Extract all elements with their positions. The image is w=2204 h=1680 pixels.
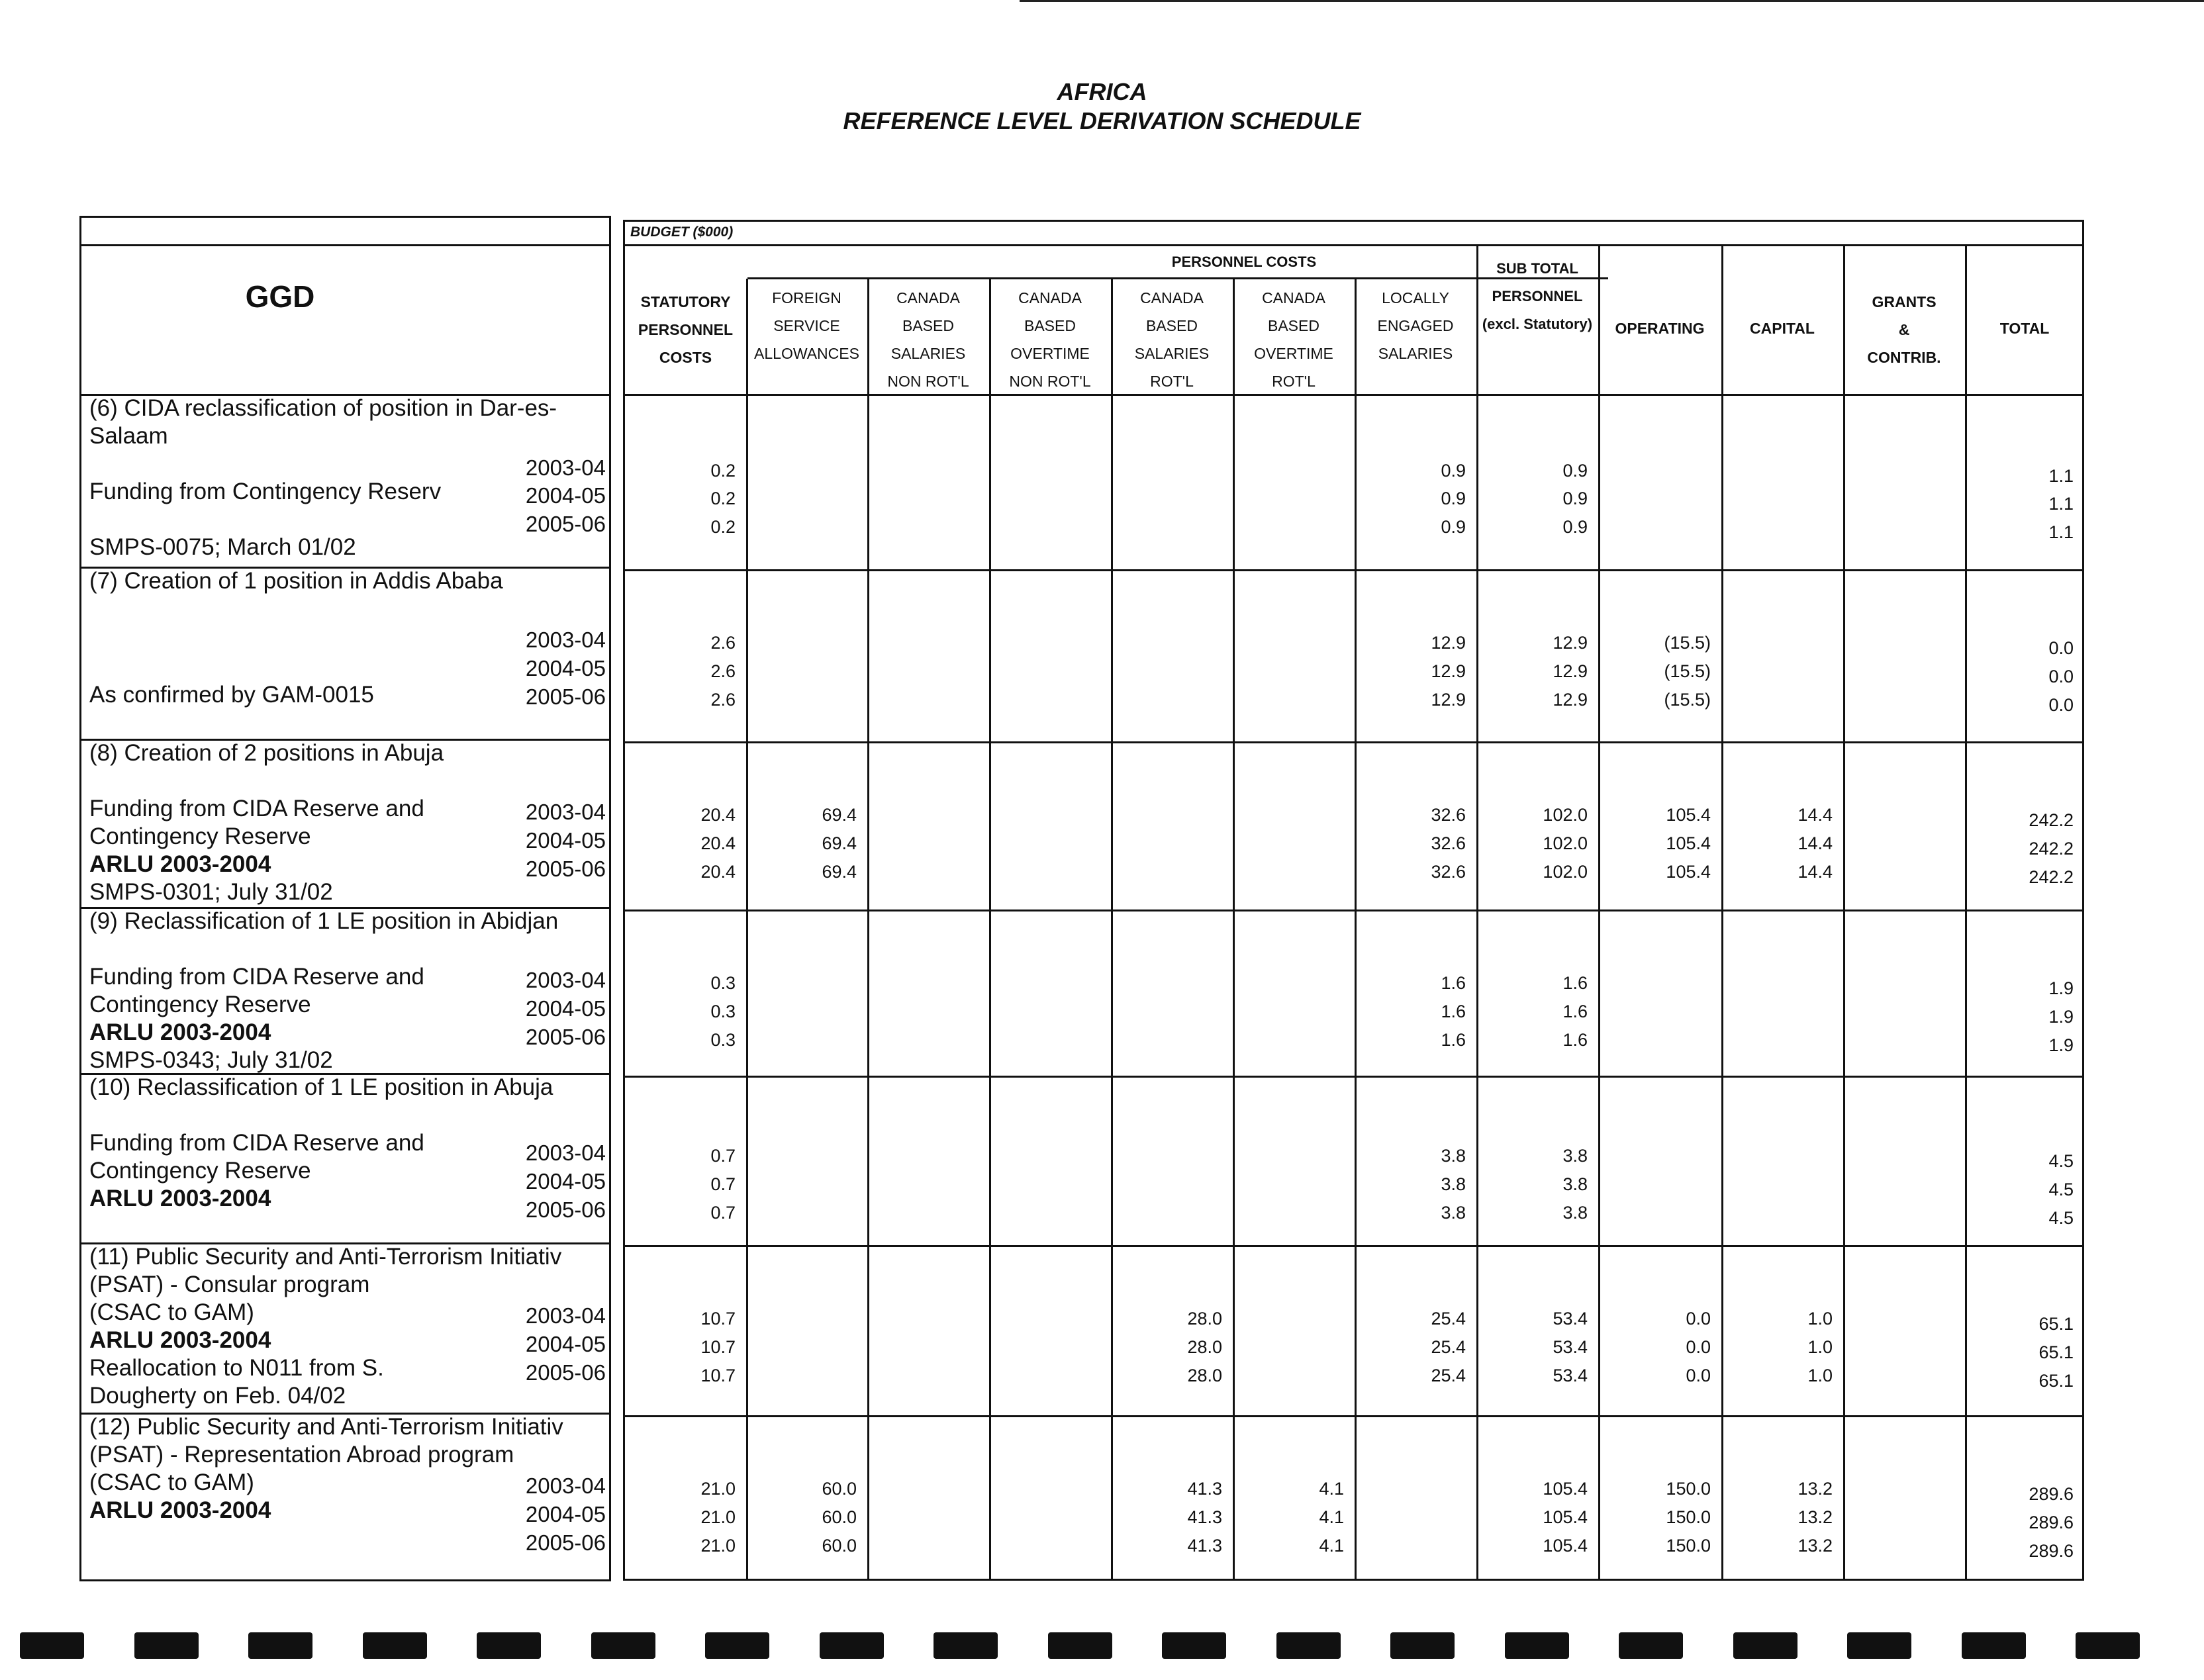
budget-cell: 105.4 <box>1666 805 1711 825</box>
budget-cell: 0.3 <box>710 1030 736 1050</box>
budget-cell: (15.5) <box>1664 661 1711 681</box>
budget-cell: 0.0 <box>2048 695 2074 715</box>
budget-cell: 105.4 <box>1543 1479 1588 1499</box>
section-line: ARLU 2003-2004 <box>89 1327 271 1353</box>
budget-cell: 102.0 <box>1543 805 1588 825</box>
budget-cell: 65.1 <box>2038 1314 2074 1334</box>
fiscal-year-label: 2003-04 <box>525 455 606 480</box>
section-line: Contingency Reserve <box>89 992 311 1017</box>
section-line: (CSAC to GAM) <box>89 1299 254 1325</box>
column-divider <box>867 279 869 1579</box>
fiscal-year-label: 2004-05 <box>525 1169 606 1193</box>
fiscal-year-label: 2004-05 <box>525 656 606 680</box>
budget-divider <box>625 244 2082 246</box>
budget-cell: 289.6 <box>2029 1484 2074 1504</box>
budget-cell: 13.2 <box>1797 1479 1833 1499</box>
column-divider <box>989 279 991 1579</box>
budget-cell: 1.6 <box>1441 1002 1466 1021</box>
budget-cell: 2.6 <box>710 633 736 653</box>
column-divider <box>1843 244 1845 1579</box>
budget-cell: 3.8 <box>1441 1203 1466 1223</box>
redaction-mark <box>1390 1632 1455 1659</box>
page-title: AFRICA <box>1057 78 1147 105</box>
top-rule <box>1020 0 2204 2</box>
budget-cell: 14.4 <box>1797 862 1833 882</box>
budget-grid <box>623 220 2084 1581</box>
column-header: CANADA BASED SALARIES ROT'L <box>1134 289 1210 390</box>
budget-cell: 53.4 <box>1553 1309 1588 1329</box>
personnel-costs-group: PERSONNEL COSTS <box>1171 254 1317 270</box>
column-header: CANADA BASED SALARIES NON ROT'L <box>887 289 969 390</box>
budget-cell: 20.4 <box>700 833 736 853</box>
column-header: SUB TOTAL PERSONNEL (excl. Statutory) <box>1482 260 1593 332</box>
budget-cell: 0.0 <box>1686 1309 1711 1329</box>
redaction-mark <box>934 1632 998 1659</box>
redaction-mark <box>1505 1632 1569 1659</box>
section-line: (8) Creation of 2 positions in Abuja <box>89 740 444 766</box>
budget-cell: 150.0 <box>1666 1507 1711 1527</box>
section-line: Reallocation to N011 from S. <box>89 1355 384 1381</box>
fiscal-year-label: 2005-06 <box>525 1025 606 1049</box>
redaction-mark <box>477 1632 541 1659</box>
budget-cell: 0.2 <box>710 517 736 537</box>
budget-cell: (15.5) <box>1664 690 1711 710</box>
budget-cell: 69.4 <box>822 833 857 853</box>
redaction-mark <box>1048 1632 1112 1659</box>
budget-cell: 13.2 <box>1797 1507 1833 1527</box>
budget-cell: 60.0 <box>822 1479 857 1499</box>
budget-cell: 65.1 <box>2038 1342 2074 1362</box>
budget-cell: 3.8 <box>1562 1174 1588 1194</box>
budget-cell: 41.3 <box>1187 1479 1222 1499</box>
budget-cell: 242.2 <box>2029 839 2074 859</box>
budget-cell: (15.5) <box>1664 633 1711 653</box>
budget-cell: 102.0 <box>1543 862 1588 882</box>
budget-cell: 69.4 <box>822 862 857 882</box>
section-line: (11) Public Security and Anti-Terrorism Initiativ <box>89 1244 562 1270</box>
budget-cell: 1.1 <box>2048 466 2074 486</box>
budget-cell: 0.9 <box>1441 461 1466 481</box>
budget-cell: 0.7 <box>710 1203 736 1223</box>
budget-cell: 28.0 <box>1187 1337 1222 1357</box>
budget-cell: 0.9 <box>1562 461 1588 481</box>
budget-cell: 242.2 <box>2029 810 2074 830</box>
fiscal-year-label: 2003-04 <box>525 968 606 992</box>
section-line: Funding from CIDA Reserve and <box>89 796 424 821</box>
budget-cell: 21.0 <box>700 1536 736 1556</box>
fiscal-year-label: 2004-05 <box>525 996 606 1021</box>
budget-cell: 25.4 <box>1431 1366 1466 1385</box>
budget-cell: 105.4 <box>1543 1536 1588 1556</box>
fiscal-year-label: 2003-04 <box>525 1141 606 1165</box>
budget-cell: 20.4 <box>700 805 736 825</box>
redaction-mark <box>591 1632 655 1659</box>
fiscal-year-label: 2005-06 <box>525 684 606 709</box>
fiscal-year-label: 2003-04 <box>525 628 606 652</box>
budget-cell: 53.4 <box>1553 1337 1588 1357</box>
budget-cell: 1.1 <box>2048 494 2074 514</box>
budget-label: BUDGET ($000) <box>630 224 734 240</box>
budget-cell: 242.2 <box>2029 867 2074 887</box>
budget-cell: 28.0 <box>1187 1366 1222 1385</box>
section-line: Dougherty on Feb. 04/02 <box>89 1383 346 1409</box>
budget-cell: 1.6 <box>1562 1030 1588 1050</box>
budget-cell: 0.9 <box>1562 517 1588 537</box>
budget-cell: 69.4 <box>822 805 857 825</box>
budget-cell: 13.2 <box>1797 1536 1833 1556</box>
fiscal-year-label: 2005-06 <box>525 512 606 536</box>
budget-cell: 0.7 <box>710 1146 736 1166</box>
section-line: ARLU 2003-2004 <box>89 851 271 877</box>
budget-cell: 60.0 <box>822 1536 857 1556</box>
section-line: Funding from CIDA Reserve and <box>89 964 424 990</box>
budget-cell: 2.6 <box>710 690 736 710</box>
fiscal-year-label: 2004-05 <box>525 483 606 508</box>
redaction-mark <box>705 1632 769 1659</box>
section-line: ARLU 2003-2004 <box>89 1497 271 1523</box>
section-line: (PSAT) - Consular program <box>89 1272 370 1297</box>
redaction-mark <box>1276 1632 1341 1659</box>
section-line: (9) Reclassification of 1 LE position in Abidjan <box>89 908 559 934</box>
section-line: SMPS-0075; March 01/02 <box>89 534 356 560</box>
fiscal-year-label: 2005-06 <box>525 857 606 881</box>
fiscal-year-label: 2005-06 <box>525 1197 606 1222</box>
budget-cell: 21.0 <box>700 1479 736 1499</box>
redaction-mark <box>1162 1632 1226 1659</box>
budget-cell: 0.0 <box>1686 1337 1711 1357</box>
budget-cell: 32.6 <box>1431 862 1466 882</box>
section-line: (10) Reclassification of 1 LE position in Abuja <box>89 1074 553 1100</box>
budget-cell: 105.4 <box>1666 833 1711 853</box>
description-panel <box>79 216 611 1581</box>
budget-cell: 1.6 <box>1441 1030 1466 1050</box>
budget-cell: 1.6 <box>1562 973 1588 993</box>
section-divider <box>625 1415 2082 1417</box>
section-line: (PSAT) - Representation Abroad program <box>89 1442 514 1468</box>
budget-cell: 1.9 <box>2048 978 2074 998</box>
budget-cell: 41.3 <box>1187 1507 1222 1527</box>
budget-cell: 0.7 <box>710 1174 736 1194</box>
budget-cell: 32.6 <box>1431 805 1466 825</box>
redaction-mark <box>820 1632 884 1659</box>
budget-cell: 0.2 <box>710 489 736 508</box>
budget-cell: 0.0 <box>2048 667 2074 686</box>
budget-cell: 3.8 <box>1441 1174 1466 1194</box>
budget-cell: 10.7 <box>700 1309 736 1329</box>
budget-cell: 150.0 <box>1666 1536 1711 1556</box>
redaction-mark <box>2076 1632 2140 1659</box>
budget-cell: 102.0 <box>1543 833 1588 853</box>
budget-cell: 1.6 <box>1441 973 1466 993</box>
budget-cell: 289.6 <box>2029 1513 2074 1532</box>
section-line: Contingency Reserve <box>89 823 311 849</box>
column-header: GRANTS & CONTRIB. <box>1867 293 1941 366</box>
budget-cell: 12.9 <box>1553 661 1588 681</box>
section-divider <box>625 741 2082 743</box>
budget-cell: 0.9 <box>1441 517 1466 537</box>
column-header: STATUTORY PERSONNEL COSTS <box>638 293 734 366</box>
fiscal-year-label: 2004-05 <box>525 1332 606 1356</box>
budget-cell: 4.1 <box>1319 1536 1344 1556</box>
section-line: SMPS-0301; July 31/02 <box>89 879 333 905</box>
budget-cell: 65.1 <box>2038 1371 2074 1391</box>
column-header: LOCALLY ENGAGED SALARIES <box>1377 289 1454 362</box>
section-divider <box>625 1245 2082 1247</box>
budget-cell: 1.0 <box>1807 1337 1833 1357</box>
section-line: Salaam <box>89 423 168 449</box>
header-bottom-rule <box>625 394 2082 396</box>
column-divider <box>1233 279 1235 1579</box>
section-divider <box>625 910 2082 911</box>
budget-cell: 105.4 <box>1543 1507 1588 1527</box>
column-header: FOREIGN SERVICE ALLOWANCES <box>754 289 859 362</box>
budget-cell: 14.4 <box>1797 833 1833 853</box>
budget-cell: 12.9 <box>1553 633 1588 653</box>
budget-cell: 0.0 <box>2048 638 2074 658</box>
section-line: Funding from Contingency Reserv <box>89 479 442 504</box>
budget-cell: 1.0 <box>1807 1366 1833 1385</box>
section-line: (6) CIDA reclassification of position in Dar-es- <box>89 395 557 421</box>
budget-cell: 105.4 <box>1666 862 1711 882</box>
budget-cell: 3.8 <box>1441 1146 1466 1166</box>
budget-cell: 4.1 <box>1319 1479 1344 1499</box>
budget-cell: 2.6 <box>710 661 736 681</box>
budget-cell: 12.9 <box>1431 661 1466 681</box>
redaction-mark <box>1733 1632 1797 1659</box>
redaction-mark <box>248 1632 312 1659</box>
budget-cell: 25.4 <box>1431 1337 1466 1357</box>
redaction-mark <box>1847 1632 1911 1659</box>
column-header: CANADA BASED OVERTIME ROT'L <box>1254 289 1333 390</box>
budget-cell: 4.5 <box>2048 1208 2074 1228</box>
budget-cell: 12.9 <box>1553 690 1588 710</box>
header-divider <box>81 244 609 246</box>
budget-cell: 0.2 <box>710 461 736 481</box>
budget-cell: 4.5 <box>2048 1180 2074 1199</box>
budget-cell: 60.0 <box>822 1507 857 1527</box>
budget-cell: 4.5 <box>2048 1151 2074 1171</box>
budget-cell: 14.4 <box>1797 805 1833 825</box>
fiscal-year-label: 2003-04 <box>525 800 606 824</box>
column-header: OPERATING <box>1615 320 1705 337</box>
section-line: Contingency Reserve <box>89 1158 311 1184</box>
redaction-mark <box>363 1632 427 1659</box>
section-line: Funding from CIDA Reserve and <box>89 1130 424 1156</box>
redaction-mark <box>1962 1632 2026 1659</box>
budget-cell: 3.8 <box>1562 1203 1588 1223</box>
section-divider <box>625 1076 2082 1078</box>
budget-cell: 1.9 <box>2048 1035 2074 1055</box>
budget-cell: 20.4 <box>700 862 736 882</box>
section-line: SMPS-0343; July 31/02 <box>89 1047 333 1073</box>
budget-cell: 21.0 <box>700 1507 736 1527</box>
budget-cell: 150.0 <box>1666 1479 1711 1499</box>
section-line: ARLU 2003-2004 <box>89 1019 271 1045</box>
budget-cell: 10.7 <box>700 1337 736 1357</box>
section-line: (7) Creation of 1 position in Addis Ababa <box>89 568 503 594</box>
section-line: (CSAC to GAM) <box>89 1470 254 1495</box>
budget-cell: 0.9 <box>1441 489 1466 508</box>
budget-cell: 28.0 <box>1187 1309 1222 1329</box>
group-label: GGD <box>245 279 315 314</box>
budget-cell: 53.4 <box>1553 1366 1588 1385</box>
fiscal-year-label: 2003-04 <box>525 1473 606 1498</box>
budget-cell: 289.6 <box>2029 1541 2074 1561</box>
section-line: As confirmed by GAM-0015 <box>89 682 374 708</box>
fiscal-year-label: 2004-05 <box>525 828 606 853</box>
section-line: ARLU 2003-2004 <box>89 1186 271 1211</box>
fiscal-year-label: 2005-06 <box>525 1360 606 1385</box>
fiscal-year-label: 2003-04 <box>525 1303 606 1328</box>
budget-cell: 25.4 <box>1431 1309 1466 1329</box>
redaction-mark <box>1619 1632 1683 1659</box>
budget-cell: 10.7 <box>700 1366 736 1385</box>
section-line: (12) Public Security and Anti-Terrorism Initiativ <box>89 1414 563 1440</box>
budget-cell: 1.9 <box>2048 1007 2074 1027</box>
fiscal-year-label: 2004-05 <box>525 1502 606 1526</box>
budget-cell: 32.6 <box>1431 833 1466 853</box>
budget-cell: 1.6 <box>1562 1002 1588 1021</box>
column-divider <box>746 279 748 1579</box>
redaction-mark <box>20 1632 84 1659</box>
column-header: CAPITAL <box>1750 320 1815 337</box>
budget-cell: 1.1 <box>2048 522 2074 542</box>
budget-cell: 41.3 <box>1187 1536 1222 1556</box>
budget-cell: 0.9 <box>1562 489 1588 508</box>
fiscal-year-label: 2005-06 <box>525 1530 606 1555</box>
budget-cell: 1.0 <box>1807 1309 1833 1329</box>
column-header: TOTAL <box>1999 320 2050 337</box>
budget-cell: 0.3 <box>710 973 736 993</box>
budget-cell: 12.9 <box>1431 633 1466 653</box>
section-divider <box>625 569 2082 571</box>
budget-cell: 3.8 <box>1562 1146 1588 1166</box>
page-subtitle: REFERENCE LEVEL DERIVATION SCHEDULE <box>843 107 1361 134</box>
budget-cell: 0.0 <box>1686 1366 1711 1385</box>
budget-cell: 4.1 <box>1319 1507 1344 1527</box>
column-header: CANADA BASED OVERTIME NON ROT'L <box>1009 289 1091 390</box>
budget-cell: 12.9 <box>1431 690 1466 710</box>
redaction-mark <box>134 1632 199 1659</box>
budget-cell: 0.3 <box>710 1002 736 1021</box>
